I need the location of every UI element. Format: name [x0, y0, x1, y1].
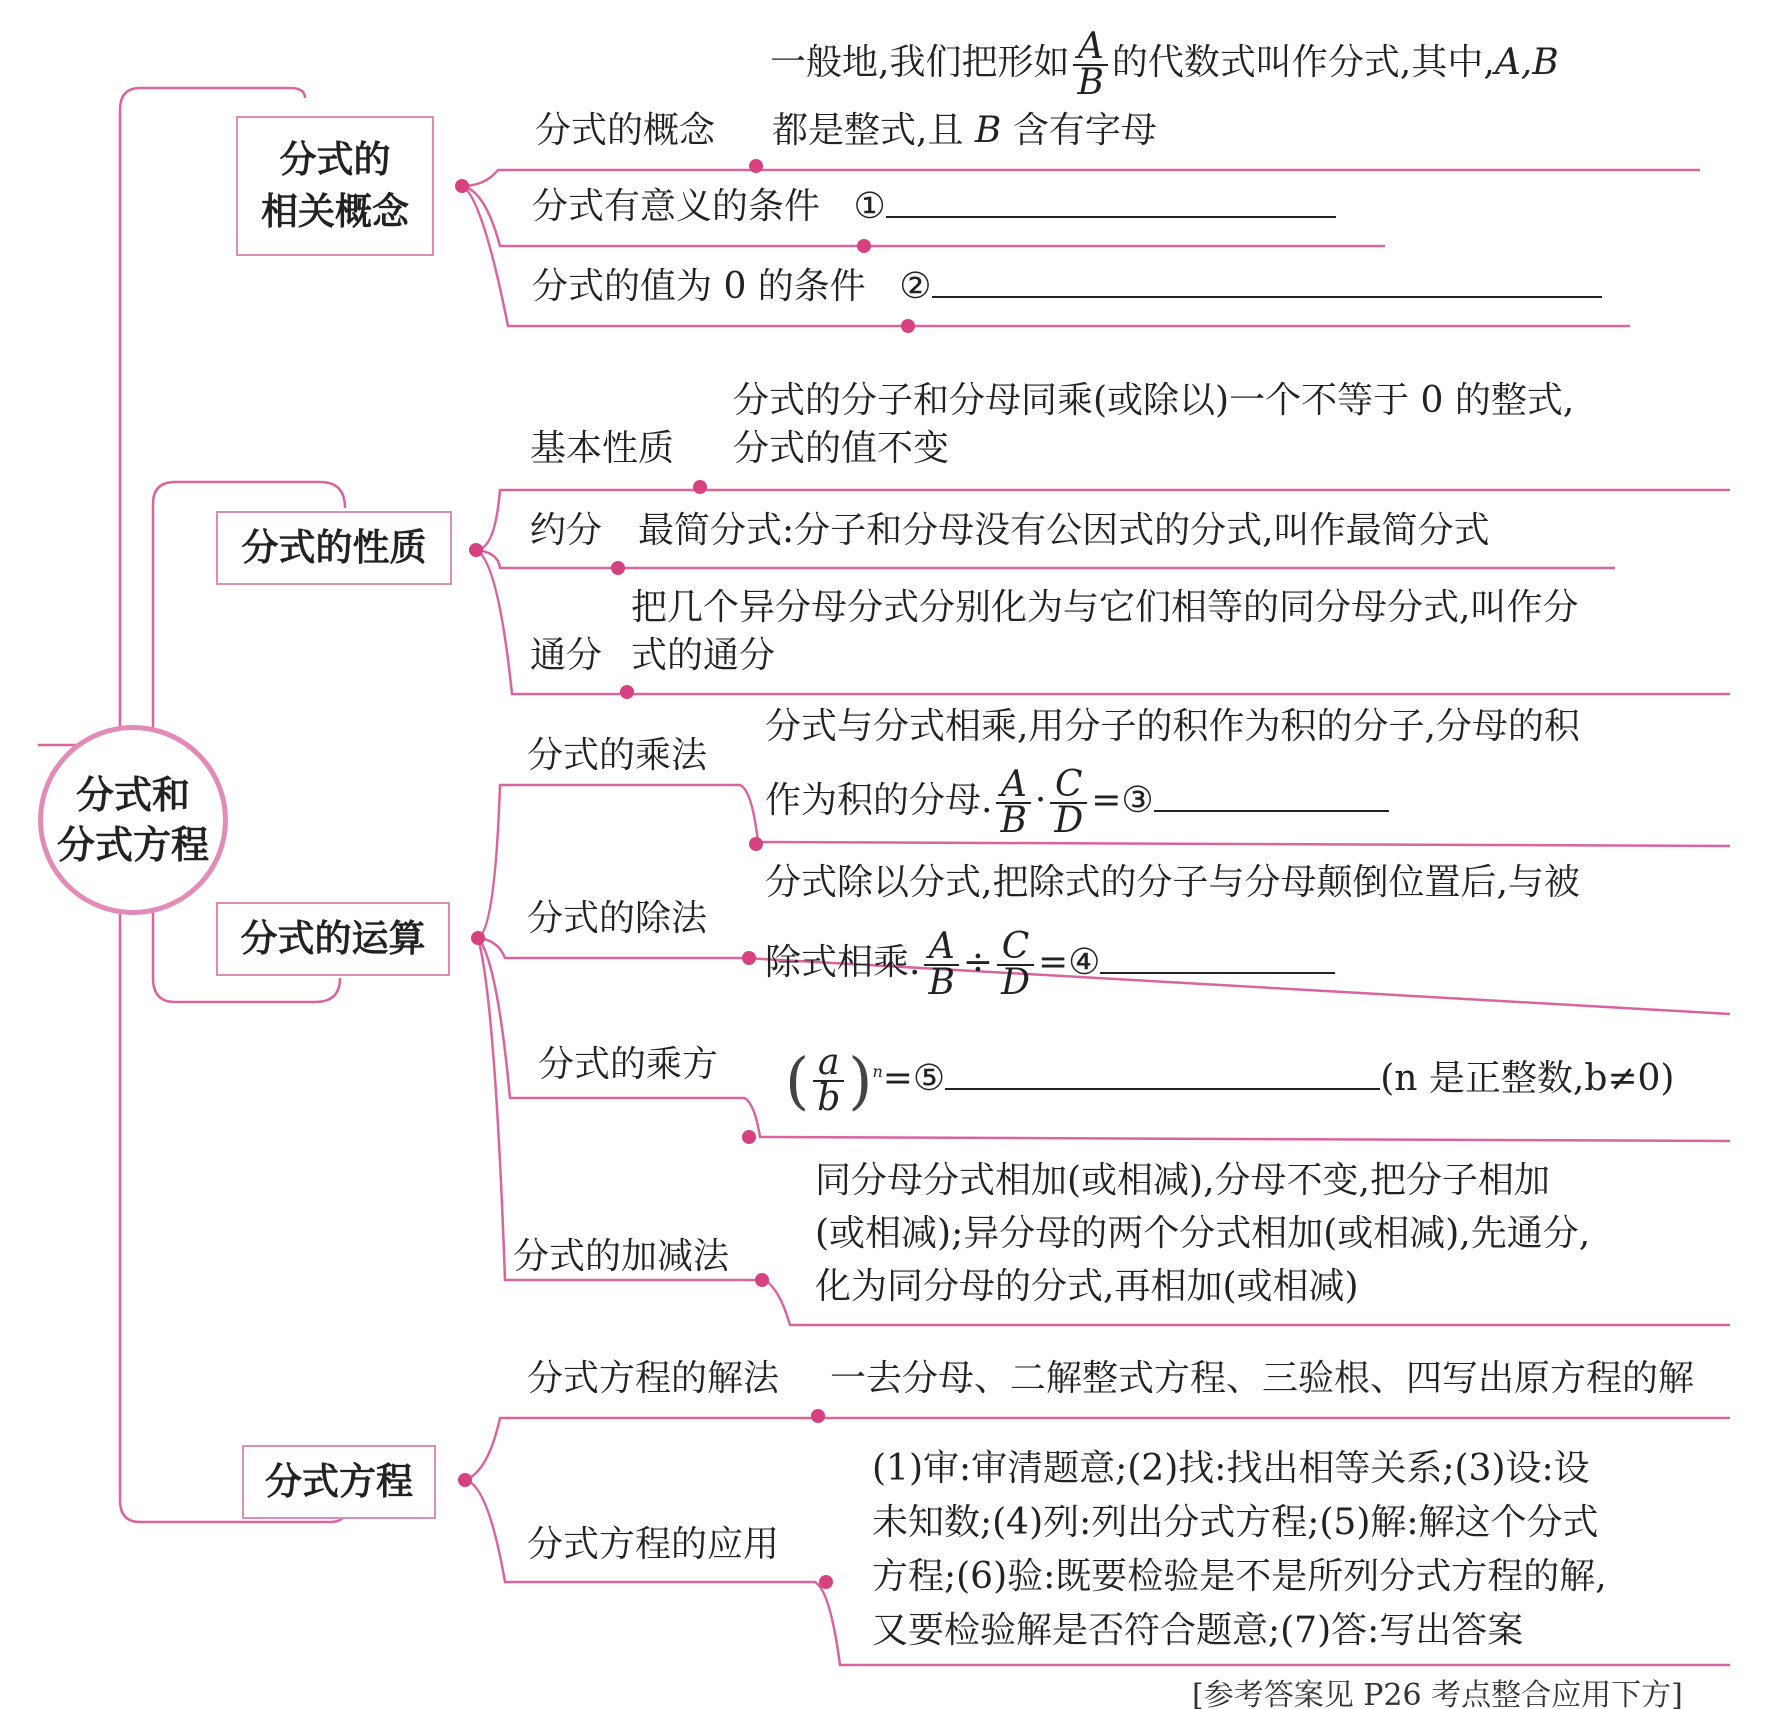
zero-row — [532, 266, 1602, 308]
reduce-text: 最简分式:分子和分母没有公因式的分式,叫作最简分式 — [638, 510, 1490, 551]
div-eq: =④ — [1037, 942, 1101, 983]
def-text2-vars: A,B — [1494, 42, 1559, 83]
mul-op: · — [1034, 780, 1047, 821]
def-text2: 的代数式叫作分式,其中, — [1111, 42, 1495, 83]
def-label: 分式的概念 — [535, 110, 716, 151]
apply-label: 分式方程的应用 — [527, 1524, 780, 1565]
basic-label: 基本性质 — [530, 428, 675, 469]
branch-operation-box — [216, 902, 450, 976]
div-b-num: C — [997, 930, 1034, 966]
mul-label: 分式的乘法 — [527, 735, 708, 776]
branch-concept-title-line1: 分式的 — [279, 138, 391, 181]
branch-concept-title-line2: 相关概念 — [261, 190, 409, 233]
solve-text: 一去分母、二解整式方程、三验根、四写出原方程的解 — [830, 1358, 1695, 1399]
center-topic — [38, 725, 228, 915]
pow-left-paren: ( — [785, 1044, 810, 1117]
mul-formula — [765, 764, 1389, 841]
div-frac-a — [924, 926, 958, 1003]
div-text1: 分式除以分式,把除式的分子与分母颠倒位置后,与被 — [765, 862, 1580, 903]
branch-property-box — [216, 511, 452, 585]
zero-mark: ② — [899, 266, 932, 307]
add-label: 分式的加减法 — [513, 1236, 730, 1277]
def-frac-den: B — [1077, 62, 1104, 103]
apply-text3: 方程;(6)验:既要检验是不是所列分式方程的解, — [872, 1556, 1607, 1597]
zero-label: 分式的值为 0 的条件 — [532, 266, 866, 307]
basic-text1: 分式的分子和分母同乘(或除以)一个不等于 0 的整式, — [733, 380, 1575, 421]
pow-eq: =⑤ — [882, 1058, 946, 1099]
pow-cond: (n 是正整数,b≠0) — [1380, 1058, 1675, 1099]
meaningful-mark: ① — [853, 186, 886, 227]
center-line2: 分式方程 — [56, 823, 209, 867]
pow-num: a — [813, 1046, 844, 1082]
branch-operation-title: 分式的运算 — [240, 917, 426, 960]
div-text2: 除式相乘. — [765, 942, 921, 983]
reduce-label: 约分 — [530, 510, 603, 551]
mul-frac-a — [996, 764, 1030, 841]
apply-text1: (1)审:审清题意;(2)找:找出相等关系;(3)设:设 — [872, 1448, 1590, 1489]
pow-den: b — [817, 1078, 841, 1119]
pow-formula — [785, 1042, 1675, 1119]
add-text2: (或相减);异分母的两个分式相加(或相减),先通分, — [815, 1213, 1591, 1254]
pow-blank — [945, 1058, 1380, 1090]
answer-reference-footer: [参考答案见 P26 考点整合应用下方] — [1192, 1678, 1683, 1709]
div-a-num: A — [924, 930, 958, 966]
def-frac-num: A — [1073, 30, 1107, 66]
add-text3: 化为同分母的分式,再相加(或相减) — [815, 1266, 1359, 1307]
pow-label: 分式的乘方 — [538, 1044, 719, 1085]
solve-label: 分式方程的解法 — [527, 1358, 780, 1399]
div-label: 分式的除法 — [527, 898, 708, 939]
def-text1: 一般地,我们把形如 — [770, 42, 1070, 83]
apply-text4: 又要检验解是否符合题意;(7)答:写出答案 — [872, 1610, 1524, 1651]
common-text1: 把几个异分母分式分别化为与它们相等的同分母分式,叫作分 — [631, 587, 1579, 628]
branch-property-title: 分式的性质 — [241, 526, 427, 569]
meaningful-label: 分式有意义的条件 — [532, 186, 821, 227]
pow-exp: n — [872, 1062, 883, 1081]
common-label: 通分 — [530, 635, 603, 676]
meaningful-blank — [886, 186, 1336, 218]
def-text3: 都是整式,且 — [772, 110, 964, 151]
def-text3-var: B — [974, 110, 1002, 151]
apply-text2: 未知数;(4)列:列出分式方程;(5)解:解这个分式 — [872, 1502, 1599, 1543]
mul-frac-b — [1050, 764, 1087, 841]
div-b-den: D — [1001, 962, 1030, 1003]
mul-blank — [1154, 780, 1389, 812]
mul-text2: 作为积的分母. — [765, 780, 993, 821]
basic-text2: 分式的值不变 — [733, 428, 950, 469]
common-text2: 式的通分 — [631, 635, 776, 676]
def-text4: 含有字母 — [1012, 110, 1157, 151]
branch-equation-title: 分式方程 — [265, 1460, 413, 1503]
def-fraction — [1073, 26, 1107, 103]
div-frac-b — [997, 926, 1034, 1003]
mul-a-den: B — [1000, 800, 1027, 841]
pow-frac — [813, 1042, 844, 1119]
pow-right-paren: ) — [848, 1044, 873, 1117]
div-formula — [765, 926, 1335, 1003]
branch-concept-box — [236, 116, 434, 256]
mul-eq: =③ — [1091, 780, 1154, 821]
div-op: ÷ — [962, 942, 994, 983]
div-a-den: B — [928, 962, 955, 1003]
meaningful-row — [532, 186, 1336, 228]
zero-blank — [932, 266, 1602, 298]
def-text-line1 — [770, 26, 1559, 103]
mul-a-num: A — [996, 768, 1030, 804]
mul-b-num: C — [1050, 768, 1087, 804]
mul-text1: 分式与分式相乘,用分子的积作为积的分子,分母的积 — [765, 706, 1580, 747]
mul-b-den: D — [1054, 800, 1084, 841]
div-blank — [1100, 942, 1335, 974]
branch-equation-box — [242, 1445, 436, 1519]
center-line1: 分式和 — [75, 773, 190, 817]
def-text-line2 — [772, 110, 1157, 152]
add-text1: 同分母分式相加(或相减),分母不变,把分子相加 — [815, 1160, 1550, 1201]
